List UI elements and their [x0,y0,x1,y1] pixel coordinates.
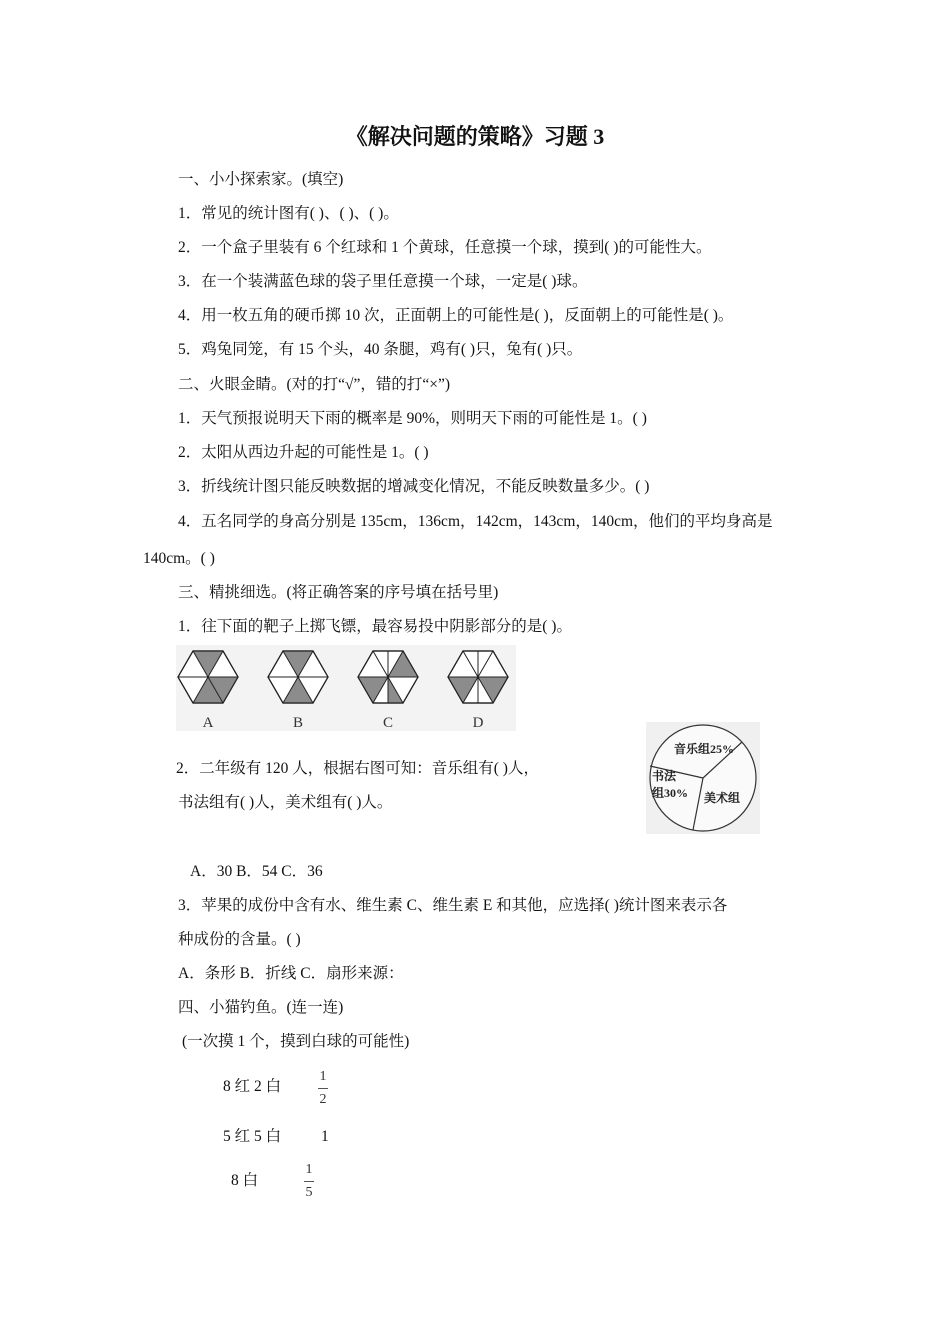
dartboard-figure [176,645,516,731]
pie-label-art: 美术组 [704,791,741,805]
match-value-half[interactable] [318,1069,328,1108]
match-value-one[interactable]: 1 [321,1128,329,1145]
s3-question-2-line2: 书法组有( )人，美术组有( )人。 [178,794,393,811]
s1-question-5: 5．鸡兔同笼，有 15 个头，40 条腿，鸡有( )只，兔有( )只。 [178,341,583,358]
hex-label-b: B [292,715,304,731]
s2-question-4-line1: 4．五名同学的身高分别是 135cm，136cm，142cm，143cm，140cm，他们的平均身高是 [178,513,773,530]
pie-label-music: 音乐组25% [674,742,735,756]
pie-chart [646,722,760,834]
s1-question-3: 3．在一个装满蓝色球的袋子里任意摸一个球，一定是( )球。 [178,273,588,290]
s2-question-2: 2．太阳从西边升起的可能性是 1。( ) [178,444,429,461]
s3-question-2-line1: 2．二年级有 120 人，根据右图可知：音乐组有( )人， [176,760,539,777]
section4-subheading: (一次摸 1 个，摸到白球的可能性) [182,1033,410,1050]
match-item-2[interactable]: 5 红 5 白 [223,1128,282,1145]
fraction-numerator: 1 [319,1069,327,1084]
s2-question-3: 3．折线统计图只能反映数据的增减变化情况，不能反映数量多少。( ) [178,478,650,495]
s2-question-4-line2: 140cm。( ) [143,550,215,567]
s1-question-2: 2．一个盒子里装有 6 个红球和 1 个黄球，任意摸一个球，摸到( )的可能性大。 [178,239,712,256]
section4-heading: 四、小猫钓鱼。(连一连) [178,999,344,1016]
section3-heading: 三、精挑细选。(将正确答案的序号填在括号里) [178,584,499,601]
s3-question-3-line2: 种成份的含量。( ) [178,931,301,948]
hexagon-a [178,651,238,703]
fraction-denominator: 5 [305,1185,313,1200]
s2-question-1: 1．天气预报说明天下雨的概率是 90%，则明天下雨的可能性是 1。( ) [178,410,647,427]
s1-question-4: 4．用一枚五角的硬币掷 10 次，正面朝上的可能性是( )，反面朝上的可能性是( )。 [178,307,734,324]
section1-heading: 一、小小探索家。(填空) [178,171,344,188]
hex-label-c: C [382,715,394,731]
pie-label-calligraphy-1: 书法 [652,769,677,783]
hex-label-d: D [472,715,484,731]
s1-question-1: 1．常见的统计图有( )、( )、( )。 [178,205,399,222]
hexagon-d [448,651,508,703]
hexagon-b [268,651,328,703]
match-item-1[interactable]: 8 红 2 白 [223,1078,282,1095]
s3-question-2-options: A．30 B．54 C．36 [190,863,323,880]
fraction-denominator: 2 [319,1092,327,1107]
match-value-fifth[interactable] [304,1162,314,1201]
page-title: 《解决问题的策略》习题 3 [345,124,605,149]
s3-question-3-line1: 3．苹果的成份中含有水、维生素 C、维生素 E 和其他，应选择( )统计图来表示各 [178,897,728,914]
match-item-3[interactable]: 8 白 [231,1172,259,1189]
pie-label-calligraphy-2: 组30% [652,786,689,800]
s3-question-1: 1．往下面的靶子上掷飞镖，最容易投中阴影部分的是( )。 [178,618,572,635]
s3-question-3-options: A．条形 B．折线 C．扇形来源： [178,965,404,982]
hexagon-c [358,651,418,703]
section2-heading: 二、火眼金睛。(对的打“√”，错的打“×”) [178,376,451,393]
fraction-numerator: 1 [305,1162,313,1177]
hex-label-a: A [202,715,214,731]
